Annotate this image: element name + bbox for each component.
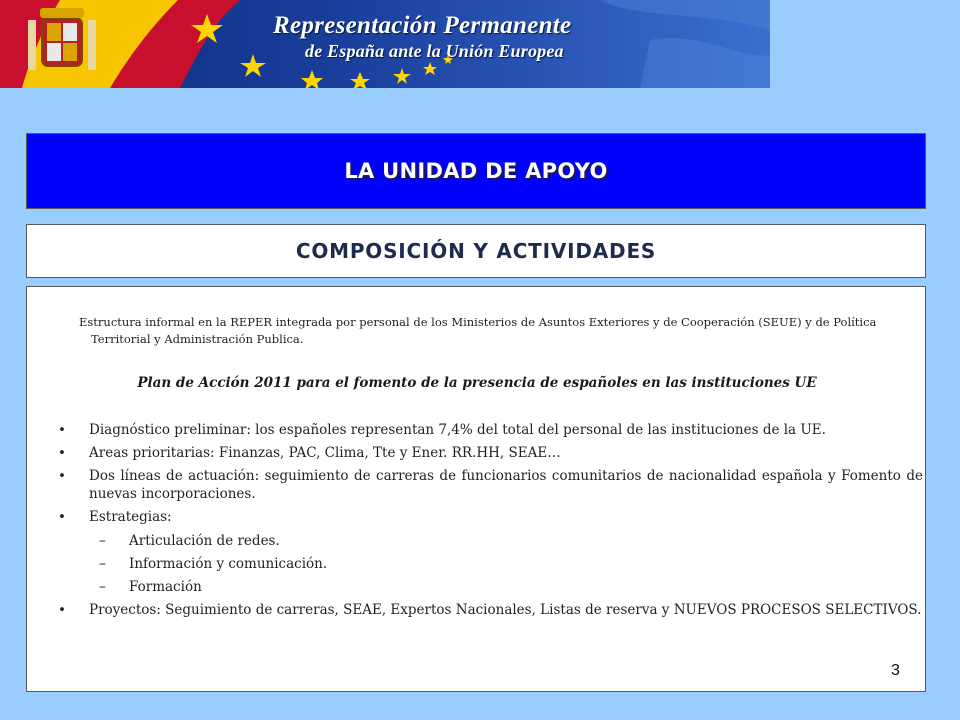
sub-list-item-text: Información y comunicación. <box>129 556 328 572</box>
sub-list-item-text: Articulación de redes. <box>129 533 280 549</box>
list-item-text: Dos líneas de actuación: seguimiento de carreras de funcionarios comunitarios de nacionalidad española y Fomento de nuevas incorporaciones. <box>89 468 923 502</box>
bullet-icon: • <box>58 509 66 525</box>
list-item <box>55 601 923 619</box>
page-number: 3 <box>891 662 900 679</box>
sub-list-item <box>89 532 923 550</box>
slide-title: LA UNIDAD DE APOYO <box>344 159 608 183</box>
bullet-icon: • <box>58 468 66 484</box>
dash-icon: – <box>99 556 106 572</box>
list-item-text: Estrategias: <box>89 509 172 525</box>
header-banner <box>0 0 770 88</box>
list-item <box>55 444 923 462</box>
list-item <box>55 508 923 596</box>
list-item <box>55 467 923 503</box>
bullet-icon: • <box>58 602 66 618</box>
list-item-text: Areas prioritarias: Finanzas, PAC, Clima, Tte y Ener. RR.HH, SEAE… <box>89 445 561 461</box>
dash-icon: – <box>99 533 106 549</box>
strategies-list <box>89 532 923 596</box>
content-panel <box>26 286 926 692</box>
sub-list-item <box>89 555 923 573</box>
slide-subtitle-box <box>26 224 926 278</box>
slide-title-box <box>26 133 926 209</box>
intro-text: Estructura informal en la REPER integrada por personal de los Ministerios de Asuntos Exteriores y de Cooperación (SEUE) y de Política Territorial y Administración Publica. <box>79 315 877 346</box>
banner-title: Representación Permanente <box>273 12 572 39</box>
list-item <box>55 421 923 439</box>
bullet-icon: • <box>58 445 66 461</box>
banner-subtitle: de España ante la Unión Europea <box>305 41 564 61</box>
slide-subtitle: COMPOSICIÓN Y ACTIVIDADES <box>295 239 657 263</box>
sub-list-item <box>89 578 923 596</box>
bullet-list <box>55 421 923 624</box>
list-item-text: Proyectos: Seguimiento de carreras, SEAE, Expertos Nacionales, Listas de reserva y NUEVOS PROCESOS SELECTIVOS. <box>89 602 922 618</box>
plan-heading: Plan de Acción 2011 para el fomento de la presencia de españoles en las instituciones UE <box>137 375 817 391</box>
dash-icon: – <box>99 579 106 595</box>
sub-list-item-text: Formación <box>129 579 202 595</box>
bullet-icon: • <box>58 422 66 438</box>
list-item-text: Diagnóstico preliminar: los españoles representan 7,4% del total del personal de las instituciones de la UE. <box>89 422 826 438</box>
